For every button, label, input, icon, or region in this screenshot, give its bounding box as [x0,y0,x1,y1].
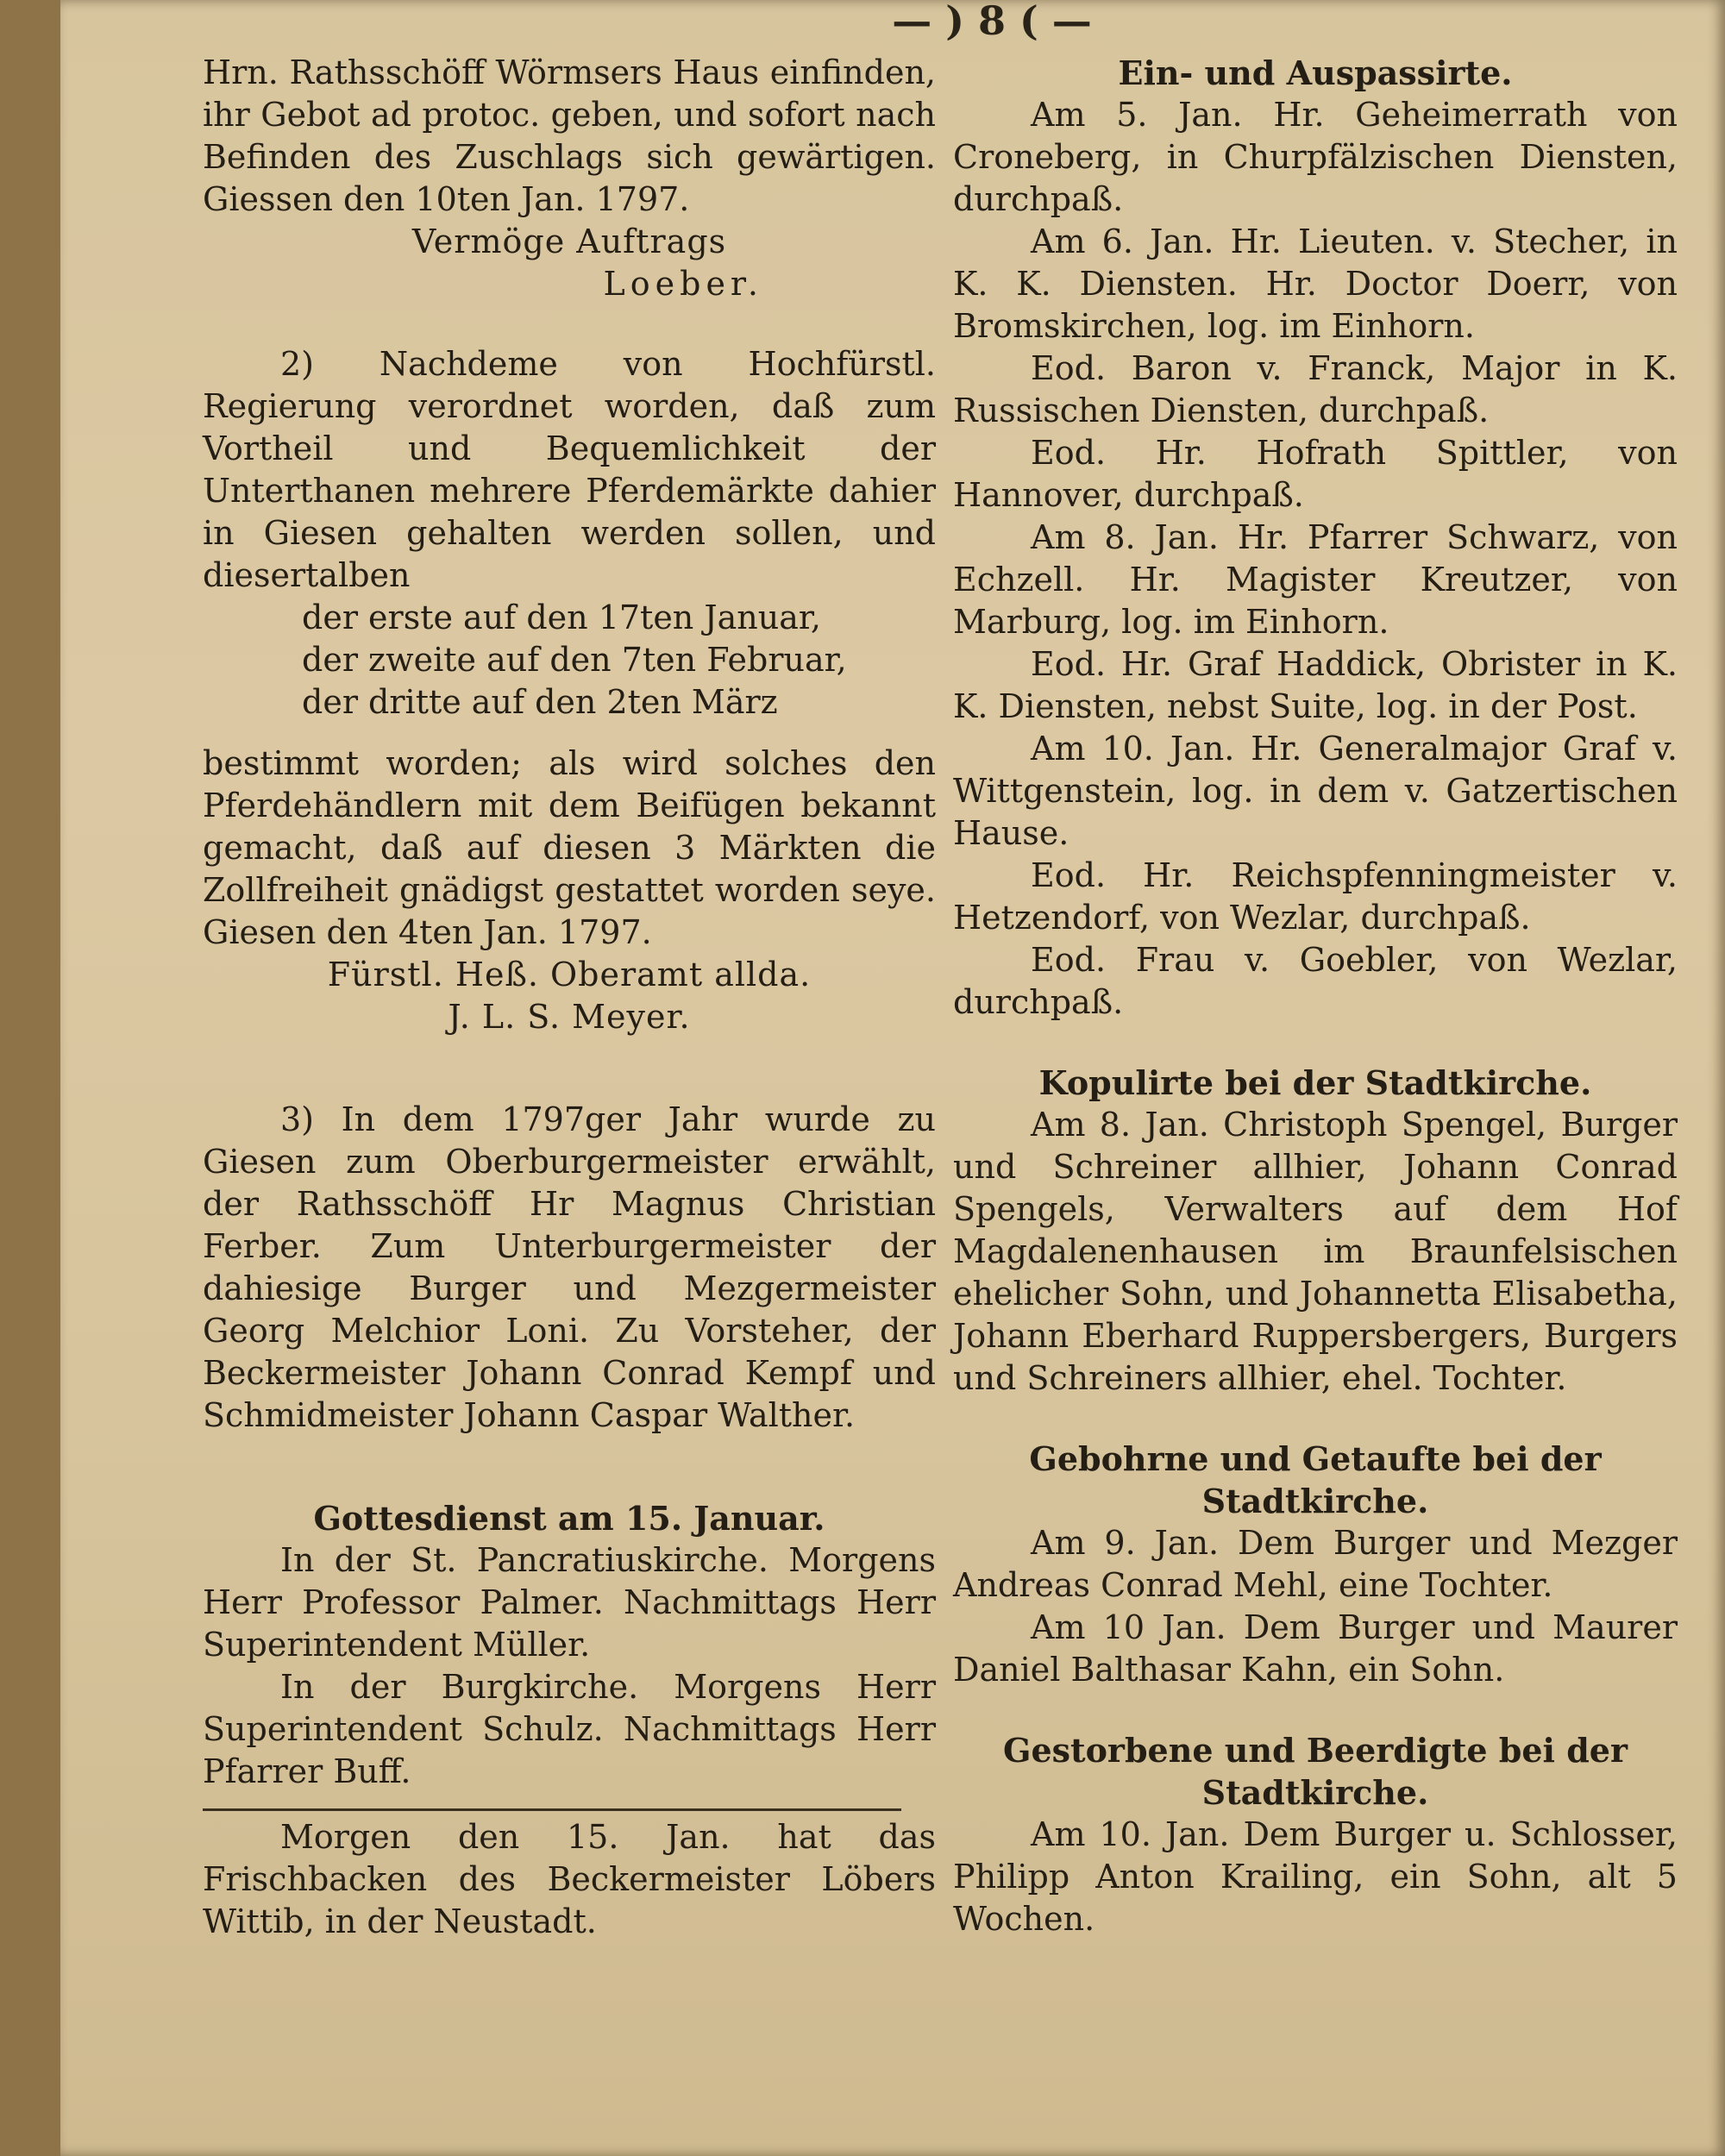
birth-entry: Am 10 Jan. Dem Burger und Maurer Daniel Balthasar Kahn, ein Sohn. [953,1608,1678,1689]
arrival-entry: Am 8. Jan. Hr. Pfarrer Schwarz, von Echzell. Hr. Magister Kreutzer, von Marburg, log. im Einhorn. [953,518,1678,641]
arrival-entry: Eod. Hr. Graf Haddick, Obrister in K. K. Diensten, nebst Suite, log. in der Post. [953,645,1678,725]
arrival-entry: Eod. Frau v. Goebler, von Wezlar, durchpaß. [953,941,1678,1021]
death-entry: Am 10. Jan. Dem Burger u. Schlosser, Philipp Anton Krailing, ein Sohn, alt 5 Wochen. [953,1815,1678,1938]
arrivals-heading: Ein- und Auspassirte. [1118,53,1513,92]
horse-market-notice: 2) Nachdeme von Hochfürstl. Regierung verordnet worden, daß zum Vortheil und Bequemlichkeit der Unterthanen mehrere Pferdemärkte dahier in Giesen gehalten werden sollen, und diesertalben [203,345,936,594]
arrival-entry: Am 5. Jan. Hr. Geheimerrath von Croneberg, in Churpfälzischen Diensten, durchpaß. [953,96,1678,218]
burgkirche-service: In der Burgkirche. Morgens Herr Superintendent Schulz. Nachmittags Herr Pfarrer Buff. [203,1668,936,1790]
meyer-signature: J. L. S. Meyer. [448,998,691,1036]
left-column [203,52,936,1943]
bakery-notice: Morgen den 15. Jan. hat das Frischbacken des Beckermeister Löbers Wittib, in der Neustadt. [203,1818,936,1940]
church-service-heading: Gottesdienst am 15. Januar. [313,1499,825,1538]
market-date-3: der dritte auf den 2ten März [302,683,778,721]
mayor-election-notice: 3) In dem 1797ger Jahr wurde zu Giesen zum Oberburgermeister erwählt, der Rathsschöff Hr Magnus Christian Ferber. Zum Unterburgermeister der dahiesige Burger und Mezgermeister Georg Melchior Loni. Zu Vorsteher, der Beckermeister Johann Conrad Kempf und Schmidmeister Johann Caspar Walther. [203,1100,936,1434]
market-date-1: der erste auf den 17ten Januar, [302,599,821,636]
birth-entry: Am 9. Jan. Dem Burger und Mezger Andreas Conrad Mehl, eine Tochter. [953,1524,1678,1604]
right-column [953,52,1678,1940]
auction-signature-line: Vermöge Auftrags [411,222,727,260]
divider-rule [203,1808,901,1811]
deaths-heading: Gestorbene und Beerdigte bei der Stadtkirche. [1003,1731,1628,1812]
auction-notice-end: Hrn. Rathsschöff Wörmsers Haus einfinden, ihr Gebot ad protoc. geben, und sofort nach Befinden des Zuschlags sich gewärtigen. Giessen den 10ten Jan. 1797. [203,53,936,218]
marriages-heading: Kopulirte bei der Stadtkirche. [1038,1063,1592,1102]
arrival-entry: Eod. Hr. Reichspfenningmeister v. Hetzendorf, von Wezlar, durchpaß. [953,856,1678,937]
births-heading: Gebohrne und Getaufte bei der Stadtkirche. [1029,1439,1602,1520]
arrival-entry: Am 10. Jan. Hr. Generalmajor Graf v. Wittgenstein, log. in dem v. Gatzertischen Hause. [953,730,1678,852]
auction-signature-name: Loeber. [603,265,763,303]
newspaper-page [60,0,1725,2156]
market-date-2: der zweite auf den 7ten Februar, [302,641,847,679]
arrival-entry: Eod. Baron v. Franck, Major in K. Russischen Diensten, durchpaß. [953,349,1678,429]
marriage-entry: Am 8. Jan. Christoph Spengel, Burger und Schreiner allhier, Johann Conrad Spengels, Verwalters auf dem Hof Magdalenenhausen im Braunfelsischen ehelicher Sohn, und Johannetta Elisabetha, Johann Eberhard Ruppersbergers, Burgers und Schreiners allhier, ehel. Tochter. [953,1106,1678,1397]
oberamt-signature: Fürstl. Heß. Oberamt allda. [327,956,812,993]
page-number-header: — ) 8 ( — [892,0,1092,44]
pancratius-service: In der St. Pancratiuskirche. Morgens Herr Professor Palmer. Nachmittags Herr Superintendent Müller. [203,1541,936,1664]
arrival-entry: Am 6. Jan. Hr. Lieuten. v. Stecher, in K. K. Diensten. Hr. Doctor Doerr, von Bromskirchen, log. im Einhorn. [953,222,1678,345]
horse-market-notice-cont: bestimmt worden; als wird solches den Pferdehändlern mit dem Beifügen bekannt gemacht, daß auf diesen 3 Märkten die Zollfreiheit gnädigst gestattet worden seye. Giesen den 4ten Jan. 1797. [203,744,936,951]
arrival-entry: Eod. Hr. Hofrath Spittler, von Hannover, durchpaß. [953,434,1678,514]
